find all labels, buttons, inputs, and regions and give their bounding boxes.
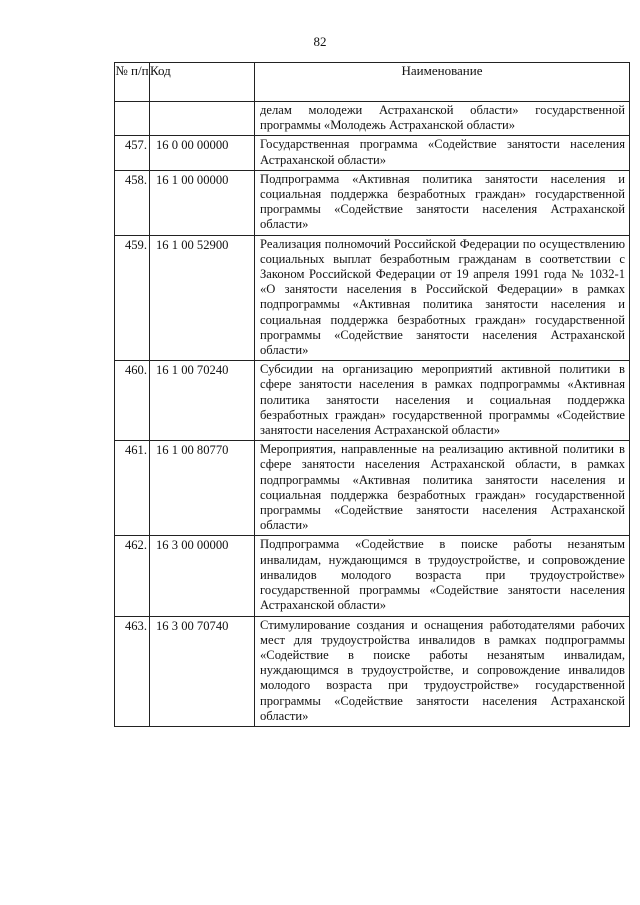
table-row: [115, 536, 630, 616]
budget-code-table: [114, 62, 630, 727]
row-number: [115, 102, 150, 136]
row-name: Субсидии на организацию мероприятий активной политики в сфере занятости населения в рамках подпрограммы «Активная политика занятости населения и социальная поддержка безработных граждан» государственной программы «Содействие занятости населения Астраханской области»: [255, 361, 630, 441]
row-number: 457.: [115, 136, 150, 170]
row-number: 459.: [115, 235, 150, 361]
table-row: [115, 361, 630, 441]
row-number: 462.: [115, 536, 150, 616]
row-name: Государственная программа «Содействие занятости населения Астраханской области»: [255, 136, 630, 170]
page-number: 82: [313, 34, 327, 49]
table-row: [115, 136, 630, 170]
row-number: 461.: [115, 441, 150, 536]
row-code: 16 1 00 52900: [150, 235, 255, 361]
header-name: Наименование: [255, 63, 630, 102]
row-code: 16 3 00 70740: [150, 616, 255, 726]
table-row: [115, 170, 630, 235]
table-header-row: [115, 63, 630, 102]
row-number: 458.: [115, 170, 150, 235]
row-code: 16 0 00 00000: [150, 136, 255, 170]
row-name: Подпрограмма «Содействие в поиске работы незанятым инвалидам, нуждающимся в трудоустройстве, и сопровождение инвалидов молодого возраста при трудоустройстве» государственной программы «Содействие занятости населения Астраханской области»: [255, 536, 630, 616]
row-name: Стимулирование создания и оснащения работодателями рабочих мест для трудоустройства инвалидов в рамках подпрограммы «Содействие в поиске работы незанятым инвалидам, нуждающимся в трудоустройстве, и сопровождение инвалидов молодого возраста при трудоустройстве» государственной программы «Содействие занятости населения Астраханской области»: [255, 616, 630, 726]
header-number: № п/п: [115, 63, 150, 102]
row-name: Реализация полномочий Российской Федерации по осуществлению социальных выплат безработным гражданам в соответствии с Законом Российской Федерации от 19 апреля 1991 года № 1032-1 «О занятости населения в Российской Федерации» в рамках подпрограммы «Активная политика занятости населения и социальная поддержка безработных граждан» государственной программы «Содействие занятости населения Астраханской области»: [255, 235, 630, 361]
header-code: Код: [150, 63, 255, 102]
row-code: [150, 102, 255, 136]
row-number: 463.: [115, 616, 150, 726]
row-code: 16 1 00 70240: [150, 361, 255, 441]
row-name: Мероприятия, направленные на реализацию активной политики в сфере занятости населения Астраханской области, в рамках подпрограммы «Активная политика занятости населения и социальная поддержка безработных граждан» государственной программы «Содействие занятости населения Астраханской области»: [255, 441, 630, 536]
table-row: [115, 441, 630, 536]
row-code: 16 3 00 00000: [150, 536, 255, 616]
row-code: 16 1 00 00000: [150, 170, 255, 235]
table-row: [115, 102, 630, 136]
table-row: [115, 235, 630, 361]
row-name: делам молодежи Астраханской области» государственной программы «Молодежь Астраханской области»: [255, 102, 630, 136]
row-name: Подпрограмма «Активная политика занятости населения и социальная поддержка безработных граждан» государственной программы «Содействие занятости населения Астраханской области»: [255, 170, 630, 235]
row-code: 16 1 00 80770: [150, 441, 255, 536]
table-row: [115, 616, 630, 726]
row-number: 460.: [115, 361, 150, 441]
